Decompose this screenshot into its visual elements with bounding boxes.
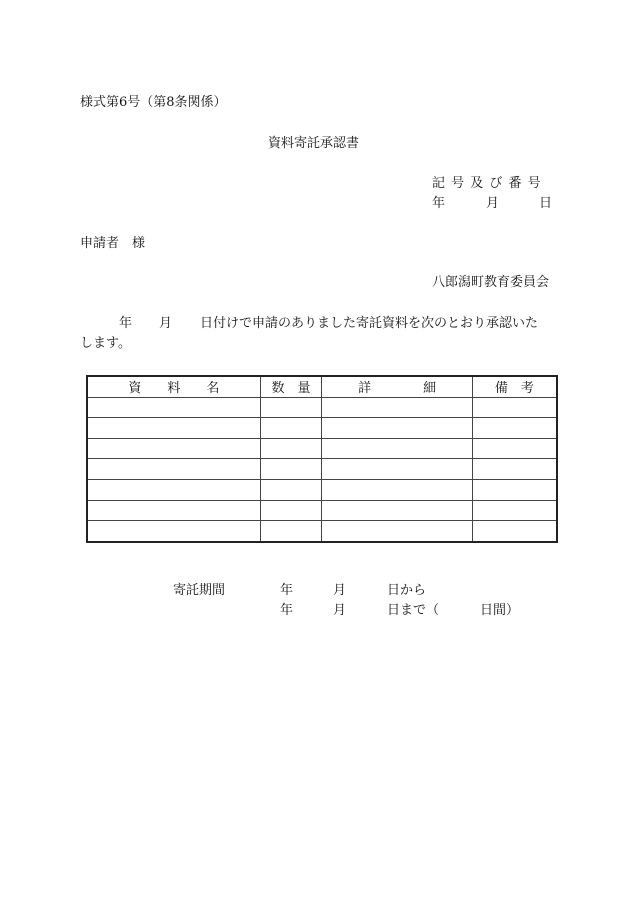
table-cell [260, 397, 322, 418]
table-cell [322, 418, 472, 439]
period-from-year: 年 [280, 583, 294, 598]
table-row [87, 459, 557, 480]
body-line1: 日付けで申請のありました寄託資料を次のとおり承認いた [200, 316, 539, 331]
period-from-month: 月 [333, 583, 347, 598]
table-cell [322, 521, 472, 542]
body-month: 月 [159, 316, 173, 331]
table-cell [260, 438, 322, 459]
table-row [87, 438, 557, 459]
form-number: 様式第6号（第8条関係） [80, 95, 227, 110]
table-cell [472, 418, 557, 439]
table-cell [472, 521, 557, 542]
period-to-day: 日まで（ [387, 603, 440, 618]
table-cell [87, 397, 260, 418]
period-from-day: 日から [387, 583, 427, 598]
table-cell [472, 500, 557, 521]
reference-number-label: 記 号 及 び 番 号 [432, 176, 541, 191]
table-cell [87, 438, 260, 459]
date-day: 日 [539, 196, 553, 211]
body-line2: します。 [80, 336, 131, 351]
table-row [87, 500, 557, 521]
period-to-month: 月 [333, 603, 347, 618]
table-cell [322, 479, 472, 500]
materials-table [86, 375, 558, 543]
document-title: 資料寄託承認書 [268, 136, 360, 151]
table-cell [87, 418, 260, 439]
table-row [87, 397, 557, 418]
table-cell [472, 479, 557, 500]
table-cell [472, 397, 557, 418]
table-cell [322, 459, 472, 480]
table-row [87, 479, 557, 500]
table-cell [260, 479, 322, 500]
table-cell [260, 500, 322, 521]
header-remarks: 備 考 [472, 376, 557, 397]
table-cell [322, 397, 472, 418]
table-cell [87, 521, 260, 542]
header-material-name: 資 料 名 [87, 376, 260, 397]
issuer: 八郎潟町教育委員会 [432, 275, 550, 290]
table-cell [87, 459, 260, 480]
date-year: 年 [432, 196, 446, 211]
period-to-year: 年 [280, 603, 294, 618]
table-cell [322, 438, 472, 459]
table-cell [260, 459, 322, 480]
table-row [87, 418, 557, 439]
table-cell [472, 459, 557, 480]
table-cell [322, 500, 472, 521]
header-details: 詳 細 [322, 376, 472, 397]
period-label: 寄託期間 [173, 583, 226, 598]
table-cell [260, 521, 322, 542]
date-month: 月 [486, 196, 500, 211]
table-cell [87, 479, 260, 500]
header-quantity: 数 量 [260, 376, 322, 397]
period-days: 日間） [480, 603, 520, 618]
table-row [87, 521, 557, 542]
table-cell [260, 418, 322, 439]
table-cell [87, 500, 260, 521]
body-year: 年 [119, 316, 133, 331]
applicant: 申請者 様 [80, 236, 146, 251]
table-cell [472, 438, 557, 459]
